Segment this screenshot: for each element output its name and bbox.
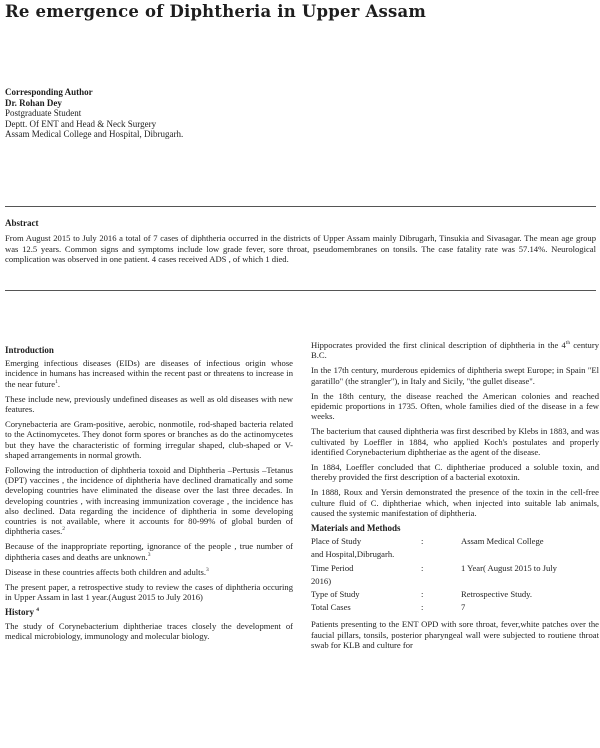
table-value: Assam Medical College bbox=[461, 536, 544, 547]
left-column bbox=[5, 345, 293, 646]
methods-table bbox=[311, 536, 599, 615]
table-key: and Hospital,Dibrugarh. bbox=[311, 549, 395, 560]
author-heading: Corresponding Author bbox=[5, 87, 93, 97]
intro-paragraph: Corynebacteria are Gram-positive, aerobic, nonmotile, rod-shaped bacteria related to the Actinomycetes. They donot form spores or branches as do the actinomycetes but they have the characteristic of forming irregular shaped, club-shaped or V-shaped arrangements in normal growth. bbox=[5, 419, 293, 460]
table-row bbox=[311, 576, 599, 589]
table-value: 7 bbox=[461, 602, 466, 613]
table-row bbox=[311, 602, 599, 615]
intro-paragraph: The present paper, a retrospective study to review the cases of diphtheria occuring in Upper Assam in last 1 year.(August 2015 to July 2016) bbox=[5, 582, 293, 603]
intro-paragraph: Emerging infectious diseases (EIDs) are diseases of infectious origin whose incidence in humans has increased within the recent past or threatens to increase in the near future$^1$. bbox=[5, 358, 293, 389]
table-row bbox=[311, 536, 599, 549]
methods-paragraph: Patients presenting to the ENT OPD with sore throat, fever,white patches over the faucial pillars, tonsils, posterior pharyngeal wall were subjected to routiene throat swab for KLB and culture for bbox=[311, 619, 599, 650]
history-paragraph: In 1888, Roux and Yersin demonstrated the presence of the toxin in the cell-free culture fluid of C. diphtheriae which, when injected into suitable lab animals, caused the systemic manifestation of diphtheria. bbox=[311, 487, 599, 518]
author-institution: Assam Medical College and Hospital, Dibrugarh. bbox=[5, 129, 184, 139]
table-row bbox=[311, 589, 599, 602]
author-department: Deptt. Of ENT and Head & Neck Surgery bbox=[5, 118, 157, 129]
abstract-heading: Abstract bbox=[5, 218, 39, 228]
table-separator: : bbox=[421, 536, 424, 547]
table-key: 2016) bbox=[311, 575, 332, 586]
author-role: Postgraduate Student bbox=[5, 108, 82, 118]
abstract-top-divider bbox=[5, 206, 596, 207]
citation: 2 bbox=[62, 526, 66, 533]
citation: 1 bbox=[55, 378, 58, 385]
table-row bbox=[311, 563, 599, 576]
table-value: 1 Year( August 2015 to July bbox=[461, 562, 557, 573]
history-paragraph: In the 18th century, the disease reached the American colonies and reached epidemic proportions in 1735. Often, whole families died of the disease in a few weeks. bbox=[311, 390, 599, 422]
citation: 4 bbox=[36, 607, 39, 614]
table-key: Place of Study bbox=[311, 536, 362, 547]
intro-paragraph: Because of the inappropriate reporting, ignorance of the people , true number of diphtheria cases and deaths are unknown.$^3$ bbox=[5, 541, 293, 562]
introduction-heading: Introduction bbox=[5, 345, 54, 355]
intro-paragraph: Disease in these countries affects both children and adults.$^3$ bbox=[5, 566, 209, 577]
table-key: Time Period bbox=[311, 562, 354, 573]
paper-title: Re emergence of Diphtheria in Upper Assam bbox=[5, 2, 427, 21]
history-paragraph: The bacterium that caused diphtheria was first described by Klebs in 1883, and was cultivated by Loeffler in 1884, who applied Koch's postulates and properly identified Corynebacterium diphtheriae as the agent of the disease. bbox=[311, 426, 599, 457]
citation: 3 bbox=[206, 566, 209, 573]
citation: 3 bbox=[147, 551, 151, 558]
intro-paragraph: Following the introduction of diphtheria toxoid and Diphtheria –Pertusis –Tetanus (DPT) vaccines , the incidence of diphtheria have declined dramatically and some developing countries have eliminated the disease over the last three decades. In developing countries , with increasing immunization coverage , the incidence has also declined. Data regarding the incidence of diphtheria in some developing countries is not available, where it accounts for 80-99% of global burden of diphtheria cases.$^2$ bbox=[5, 465, 293, 537]
author-block bbox=[5, 87, 183, 140]
history-paragraph: The study of Corynebacterium diphtheriae traces closely the development of medical microbiology, immunology and molecular biology. bbox=[5, 620, 293, 641]
abstract-text: From August 2015 to July 2016 a total of 7 cases of diphtheria occurred in the districts of Upper Assam mainly Dibrugarh, Tinsukia and Sivasagar. The mean age group was 12.5 years. Common signs and symptoms include low grade fever, sore throat, pseudomembranes on tonsils. The case fatality rate was 57.14%. Neurological complication was observed in one patient. 4 cases received ADS , of which 1 died. bbox=[5, 233, 596, 265]
abstract-bottom-divider bbox=[5, 290, 596, 291]
history-paragraph: In the 17th century, murderous epidemics of diphtheria swept Europe; in Spain "El garatillo" (the strangler"), in Italy and Sicily, "the gullet disease". bbox=[311, 365, 599, 386]
table-row bbox=[311, 549, 599, 562]
table-separator: : bbox=[421, 562, 424, 573]
table-separator: : bbox=[421, 589, 424, 600]
author-name: Dr. Rohan Dey bbox=[5, 97, 62, 108]
table-key: Type of Study bbox=[311, 589, 360, 600]
history-paragraph: Hippocrates provided the first clinical description of diphtheria in the 4th century B.C. bbox=[311, 340, 599, 361]
intro-paragraph: These include new, previously undefined diseases as well as old diseases with new features. bbox=[5, 393, 293, 415]
history-paragraph: In 1884, Loeffler concluded that C. diphtheriae produced a soluble toxin, and thereby provided the first description of a bacterial exotoxin. bbox=[311, 462, 599, 483]
table-separator: : bbox=[421, 602, 424, 613]
history-heading: History $^4$ bbox=[5, 607, 39, 618]
right-column bbox=[311, 340, 599, 655]
table-key: Total Cases bbox=[311, 602, 351, 613]
methods-heading: Materials and Methods bbox=[311, 523, 401, 534]
table-value: Retrospective Study. bbox=[461, 589, 533, 600]
